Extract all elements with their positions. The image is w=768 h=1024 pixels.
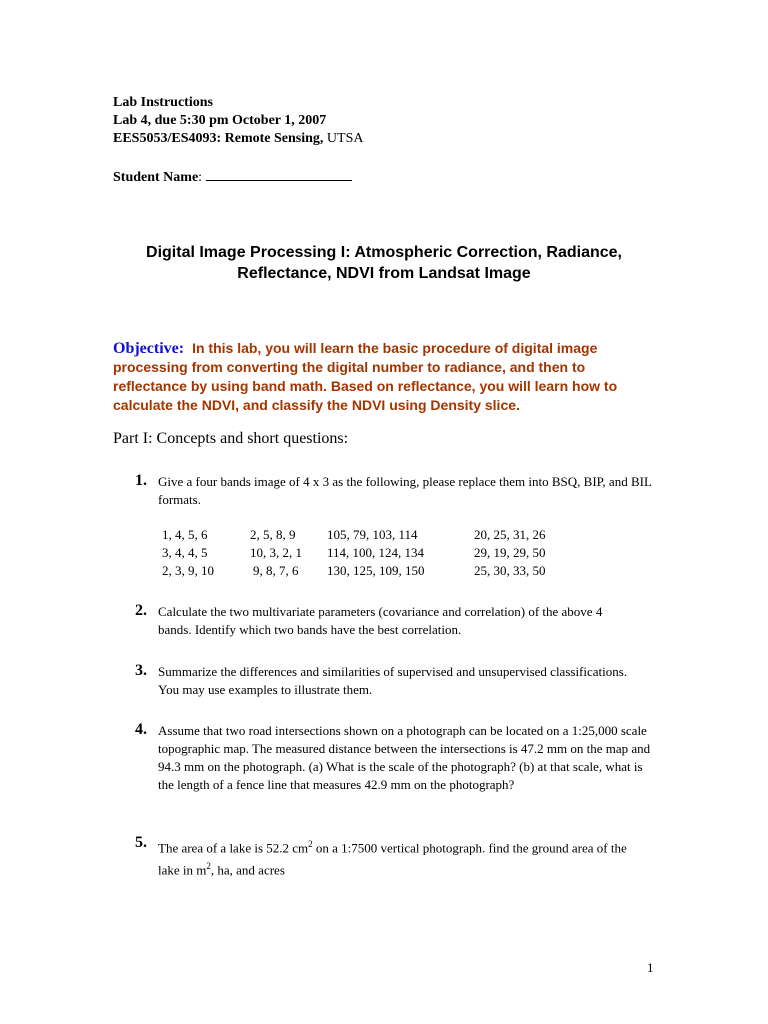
page-number: 1 <box>647 960 654 975</box>
objective-paragraph <box>113 339 653 415</box>
title-text: Digital Image Processing I: Atmospheric Correction, Radiance, Reflectance, NDVI from Landsat Image <box>146 244 622 282</box>
part1-heading: Part I: Concepts and short questions: <box>113 430 349 447</box>
question-3-text: Summarize the differences and similarities of supervised and unsupervised classifications. You may use examples to illustrate them. <box>158 664 628 697</box>
matrix-cell: 2, 3, 9, 10 <box>162 563 214 578</box>
matrix-cell: 10, 3, 2, 1 <box>250 545 302 560</box>
objective-text: In this lab, you will learn the basic procedure of digital image processing from converting the digital number to radiance, and then to reflectance by using band math. Based on reflectance, you will learn how to calculate the NDVI, and classify the NDVI using Density slice. <box>113 340 618 413</box>
question-2-number: 2. <box>135 602 147 619</box>
matrix-cell: 20, 25, 31, 26 <box>474 527 546 542</box>
student-name-label: Student Name <box>113 170 199 185</box>
course-code: EES5053/ES4093: Remote Sensing, <box>113 131 324 146</box>
matrix-cell: 9, 8, 7, 6 <box>253 563 299 578</box>
band-matrix <box>0 526 768 586</box>
student-name-blank <box>206 166 352 181</box>
student-name-colon: : <box>198 170 203 185</box>
matrix-cell: 29, 19, 29, 50 <box>474 545 546 560</box>
superscript: 2 <box>206 861 211 872</box>
question-5-part-b: on a 1:7500 vertical photograph. find the ground area of the lake in m <box>158 840 627 878</box>
question-2-text: Calculate the two multivariate parameters (covariance and correlation) of the above 4 bands. Identify which two bands have the best correlation. <box>158 604 603 637</box>
header-line-due-date: Lab 4, due 5:30 pm October 1, 2007 <box>113 113 327 128</box>
matrix-cell: 3, 4, 4, 5 <box>162 545 208 560</box>
header-line-instructions: Lab Instructions <box>113 95 213 110</box>
matrix-cell: 114, 100, 124, 134 <box>327 545 425 560</box>
matrix-cell: 130, 125, 109, 150 <box>327 563 425 578</box>
question-4-text: Assume that two road intersections shown on a photograph can be located on a 1:25,000 scale topographic map. The measured distance between the intersections is 47.2 mm on the map and 94.3 mm on the photograph. (a) What is the scale of the photograph? (b) at that scale, what is the length of a fence line that measures 42.9 mm on the photograph? <box>158 723 651 792</box>
header-line-course <box>113 130 363 148</box>
document-title <box>0 242 768 284</box>
objective-label: Objective: <box>113 340 185 357</box>
question-3-number: 3. <box>135 662 147 679</box>
matrix-cell: 2, 5, 8, 9 <box>250 527 296 542</box>
question-5-text <box>158 835 648 880</box>
question-1-number: 1. <box>135 472 147 489</box>
superscript: 2 <box>308 839 313 849</box>
matrix-cell: 1, 4, 5, 6 <box>162 527 208 542</box>
student-name-row <box>113 166 352 187</box>
question-5-part-a: The area of a lake is 52.2 cm <box>158 840 309 856</box>
question-1-text: Give a four bands image of 4 x 3 as the following, please replace them into BSQ, BIP, and BIL formats. <box>158 474 652 507</box>
question-5-number: 5. <box>135 834 147 851</box>
matrix-cell: 25, 30, 33, 50 <box>474 563 546 578</box>
matrix-cell: 105, 79, 103, 114 <box>327 527 418 542</box>
question-5-part-c: , ha, and acres <box>210 862 285 878</box>
question-4-number: 4. <box>135 721 147 738</box>
course-university: UTSA <box>323 131 364 146</box>
